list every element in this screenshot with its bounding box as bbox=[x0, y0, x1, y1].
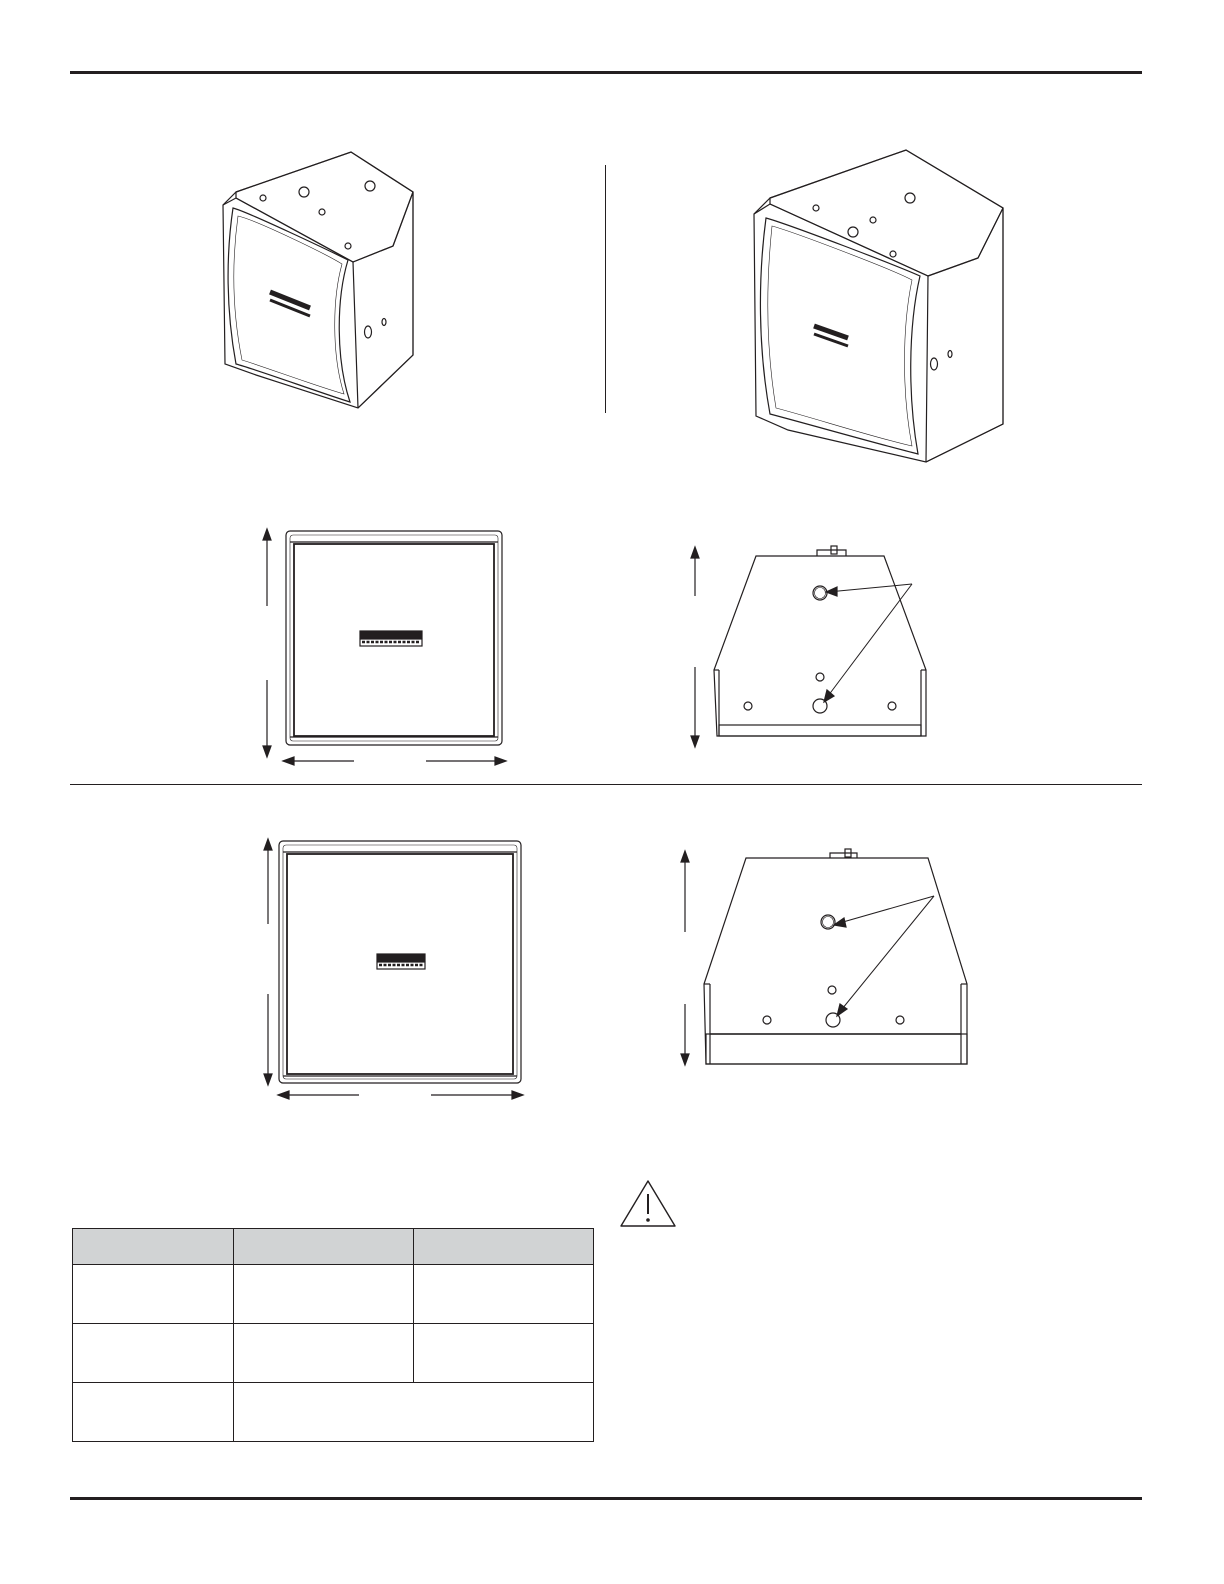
table-cell bbox=[73, 1265, 234, 1324]
bottom-rule bbox=[70, 1497, 1142, 1500]
large-speaker-isometric-figure bbox=[748, 148, 1008, 464]
table-row bbox=[73, 1324, 594, 1383]
table-row bbox=[73, 1265, 594, 1324]
table-header-cell bbox=[73, 1229, 234, 1265]
table-header-cell bbox=[234, 1229, 414, 1265]
table-cell bbox=[73, 1324, 234, 1383]
table-header-row bbox=[73, 1229, 594, 1265]
table-cell bbox=[234, 1265, 414, 1324]
large-speaker-front-figure bbox=[255, 836, 525, 1102]
table-cell bbox=[414, 1265, 594, 1324]
table-cell bbox=[414, 1324, 594, 1383]
bose-logo-icon bbox=[360, 631, 422, 646]
table-cell bbox=[73, 1383, 234, 1442]
large-speaker-top-figure bbox=[672, 848, 972, 1070]
warning-triangle-icon bbox=[619, 1179, 677, 1234]
section-divider bbox=[70, 784, 1142, 785]
top-rule bbox=[70, 71, 1142, 74]
small-speaker-isometric-figure bbox=[218, 150, 434, 410]
table-header-cell bbox=[414, 1229, 594, 1265]
figure-divider bbox=[605, 165, 606, 413]
table-cell bbox=[234, 1324, 414, 1383]
table-cell bbox=[234, 1383, 594, 1442]
specification-table bbox=[72, 1228, 594, 1442]
table-row bbox=[73, 1383, 594, 1442]
small-speaker-top-figure bbox=[686, 544, 936, 750]
bose-logo-icon bbox=[377, 954, 425, 969]
small-speaker-front-figure bbox=[258, 526, 508, 770]
